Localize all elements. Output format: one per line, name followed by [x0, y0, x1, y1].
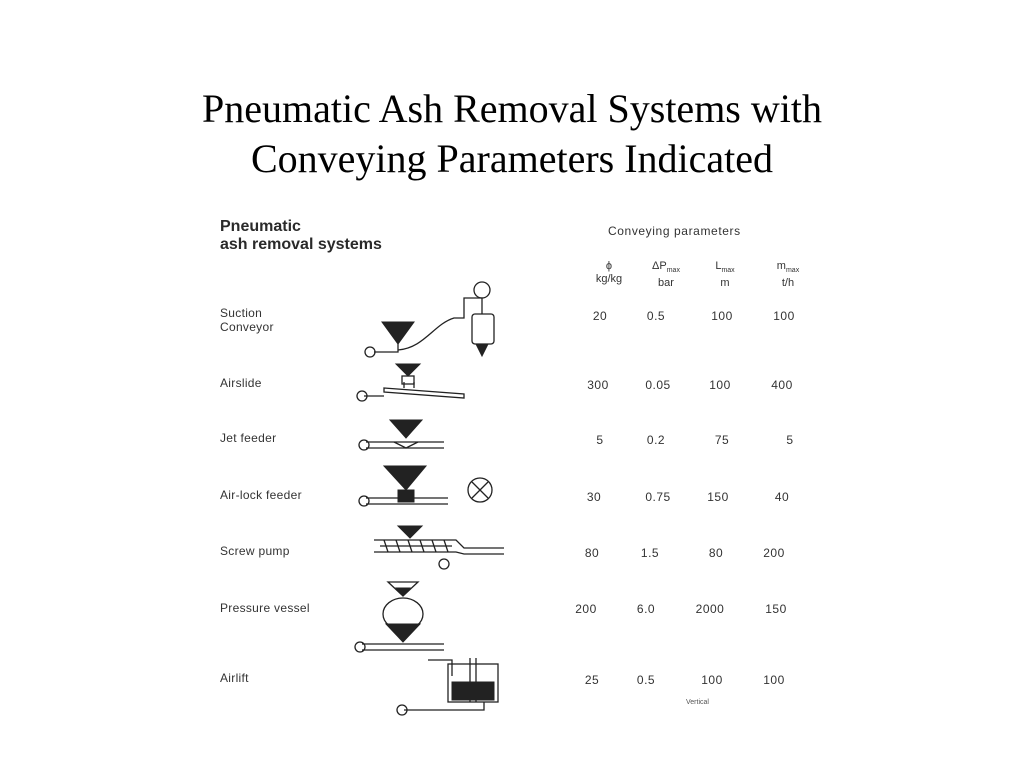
airlift-note: Vertical — [686, 699, 709, 706]
cell-l: 75 — [714, 433, 730, 447]
pressure-vessel-schematic — [355, 582, 444, 652]
col-header-l — [698, 260, 752, 290]
row-label-line1: Jet feeder — [220, 431, 277, 445]
col-l-symbol-wrap — [698, 260, 752, 277]
jet-feeder-schematic — [359, 420, 444, 450]
row-label-jet-feeder — [220, 431, 276, 445]
col-phi-symbol: ϕ — [605, 260, 613, 272]
cell-phi: 80 — [584, 546, 600, 560]
suction-conveyor-schematic — [365, 282, 494, 357]
col-l-unit: m — [720, 277, 730, 290]
cell-dp: 6.0 — [636, 602, 656, 616]
col-m-unit: t/h — [781, 277, 795, 290]
col-header-phi — [584, 260, 634, 286]
cell-m: 5 — [786, 433, 794, 447]
screw-pump-schematic — [374, 526, 504, 569]
cell-m: 100 — [773, 309, 795, 323]
cell-l: 2000 — [695, 602, 725, 616]
cell-phi: 30 — [586, 490, 602, 504]
col-l-sub: max — [721, 267, 735, 275]
cell-dp: 0.5 — [636, 673, 656, 687]
row-label-airslide — [220, 376, 262, 390]
cell-l: 80 — [708, 546, 724, 560]
col-dp-symbol: ΔP — [652, 260, 667, 272]
cell-m: 40 — [774, 490, 790, 504]
row-label-airlift — [220, 671, 249, 685]
col-phi-unit: kg/kg — [595, 273, 623, 285]
row-label-line1: Air-lock feeder — [220, 488, 302, 502]
cell-phi: 20 — [592, 309, 608, 323]
col-l-symbol: L — [715, 260, 722, 272]
row-label-pressure-vessel — [220, 601, 310, 615]
airslide-schematic — [357, 364, 464, 401]
slide-title-line2: Conveying Parameters Indicated — [250, 136, 774, 181]
col-header-dp — [636, 260, 696, 290]
cell-m: 100 — [763, 673, 785, 687]
figure-heading-line1: Pneumatic — [220, 218, 301, 235]
col-m-symbol-wrap — [758, 260, 818, 277]
cell-dp: 0.75 — [645, 490, 671, 504]
row-label-line2: Conveyor — [220, 320, 274, 334]
cell-dp: 0.5 — [646, 309, 666, 323]
slide-title — [0, 84, 1024, 184]
cell-l: 150 — [707, 490, 729, 504]
slide-title-line1: Pneumatic Ash Removal Systems with — [202, 86, 822, 131]
figure-heading — [220, 218, 382, 254]
cell-phi: 300 — [587, 378, 609, 392]
row-label-screw-pump — [220, 544, 290, 558]
cell-dp: 0.2 — [646, 433, 666, 447]
col-m-sub: max — [785, 267, 800, 275]
cell-m: 200 — [763, 546, 785, 560]
row-label-line1: Airlift — [220, 671, 249, 685]
col-dp-sub: max — [666, 267, 680, 275]
cell-l: 100 — [701, 673, 723, 687]
cell-l: 100 — [709, 378, 731, 392]
row-label-line1: Pressure vessel — [220, 601, 310, 615]
col-header-m — [758, 260, 818, 290]
row-label-line1: Airslide — [220, 376, 262, 390]
row-label-suction-conveyor — [220, 306, 274, 334]
cell-m: 400 — [771, 378, 793, 392]
airlift-schematic — [397, 658, 498, 715]
col-dp-symbol-wrap — [636, 260, 696, 277]
scanned-figure — [208, 208, 828, 720]
cell-dp: 0.05 — [645, 378, 671, 392]
schematic-drawings — [344, 278, 564, 718]
figure-heading-line2: ash removal systems — [220, 236, 382, 253]
air-lock-feeder-schematic — [359, 466, 492, 506]
col-m-symbol: m — [776, 260, 786, 272]
row-label-air-lock-feeder — [220, 488, 302, 502]
cell-l: 100 — [711, 309, 733, 323]
cell-phi: 25 — [584, 673, 600, 687]
params-heading: Conveying parameters — [608, 224, 741, 238]
cell-dp: 1.5 — [640, 546, 660, 560]
cell-m: 150 — [765, 602, 787, 616]
cell-phi: 200 — [575, 602, 597, 616]
cell-phi: 5 — [596, 433, 604, 447]
col-dp-unit: bar — [658, 277, 674, 290]
row-label-line1: Suction — [220, 306, 263, 320]
row-label-line1: Screw pump — [220, 544, 290, 558]
